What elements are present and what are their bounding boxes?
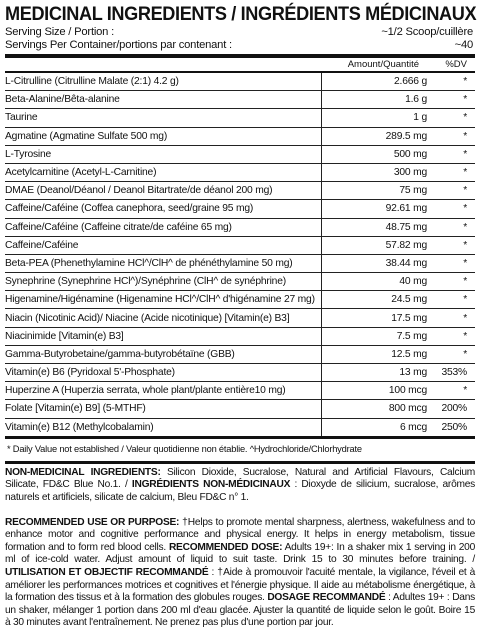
ingredient-row	[5, 419, 475, 436]
ingredient-name: Synephrine (Synephrine HCl^)/Synéphrine (ClH^ de synéphrine)	[5, 276, 286, 288]
ingredient-name: Caffeine/Caféine (Caffeine citrate/de caféine 65 mg)	[5, 221, 232, 233]
ingredient-dv: *	[463, 167, 467, 179]
ingredient-row	[5, 364, 475, 382]
ingredient-name: DMAE (Deanol/Déanol / Deanol Bitartrate/de déanol 200 mg)	[5, 185, 273, 197]
non-medicinal-text-en: Silicon Dioxide, Sucralose, Natural and Artificial Flavours, Calcium Silicate, FD&C Blue No.1. /	[5, 466, 475, 491]
servings-label: Servings Per Container/portions par contenant :	[5, 39, 232, 51]
ingredient-row	[5, 255, 475, 273]
ingredient-name: Agmatine (Agmatine Sulfate 500 mg)	[5, 130, 168, 142]
ingredient-dv: *	[463, 330, 467, 342]
ingredient-name: Caffeine/Caféine (Coffea canephora, seed/graine 95 mg)	[5, 203, 254, 215]
ingredient-name: L-Tyrosine	[5, 148, 52, 160]
ingredient-name: Taurine	[5, 112, 38, 124]
ingredient-table	[5, 71, 475, 436]
ingredient-row	[5, 291, 475, 309]
ingredient-amount: 17.5 mg	[321, 309, 431, 326]
ingredient-amount: 1 g	[321, 109, 431, 126]
ingredient-name: L-Citrulline (Citrulline Malate (2:1) 4.2 g)	[5, 76, 179, 88]
ingredient-amount: 500 mg	[321, 146, 431, 163]
ingredient-row	[5, 346, 475, 364]
ingredient-row	[5, 273, 475, 291]
ingredient-amount: 6 mcg	[321, 419, 431, 436]
ingredient-dv: *	[463, 185, 467, 197]
ingredient-row	[5, 182, 475, 200]
ingredient-row	[5, 309, 475, 327]
ingredient-amount: 100 mcg	[321, 382, 431, 399]
ingredient-row	[5, 128, 475, 146]
ingredient-amount: 7.5 mg	[321, 328, 431, 345]
ingredient-dv: *	[463, 112, 467, 124]
ingredient-name: Higenamine/Higénamine (Higenamine HCl^/ClH^ d'higénamine 27 mg)	[5, 294, 315, 306]
ingredient-dv: *	[463, 221, 467, 233]
use-text: †Helps to promote mental sharpness, alertness, wakefulness and to enhance motor and cognitive performance and physical energy. It helps in energy metabolism, tissue formation and to form red blood cells.	[5, 516, 475, 553]
use-label: RECOMMENDED USE OR PURPOSE:	[5, 516, 180, 528]
ingredient-dv: *	[463, 76, 467, 88]
ingredient-name: Vitamin(e) B6 (Pyridoxal 5'-Phosphate)	[5, 367, 175, 379]
ingredient-amount: 13 mg	[321, 364, 431, 381]
ingredient-amount: 800 mcg	[321, 400, 431, 417]
ingredient-row	[5, 400, 475, 418]
ingredient-dv: 250%	[441, 421, 467, 433]
servings-value: ~40	[454, 39, 473, 51]
ingredient-row	[5, 164, 475, 182]
ingredient-row	[5, 382, 475, 400]
ingredient-dv: *	[463, 239, 467, 251]
ingredient-amount: 12.5 mg	[321, 346, 431, 363]
ingredient-name: Acetylcarnitine (Acetyl-L-Carnitine)	[5, 167, 157, 179]
ingredient-name: Huperzine A (Huperzia serrata, whole plant/plante entière10 mg)	[5, 385, 286, 397]
serving-size-row	[5, 26, 475, 39]
ingredient-dv: *	[463, 148, 467, 160]
ingredient-name: Vitamin(e) B12 (Methylcobalamin)	[5, 421, 154, 433]
ingredient-dv: *	[463, 348, 467, 360]
dv-column-header: %DV	[445, 59, 467, 70]
ingredient-amount: 57.82 mg	[321, 237, 431, 254]
non-medicinal-label: NON-MEDICINAL INGREDIENTS:	[5, 466, 161, 478]
ingredient-row	[5, 219, 475, 237]
ingredient-amount: 92.61 mg	[321, 200, 431, 217]
use-label-fr: UTILISATION ET OBJECTIF RECOMMANDÉ	[5, 566, 209, 578]
ingredient-row	[5, 200, 475, 218]
ingredient-dv: *	[463, 276, 467, 288]
serving-size-label: Serving Size / Portion :	[5, 26, 114, 38]
column-header	[5, 58, 475, 71]
ingredient-amount: 24.5 mg	[321, 291, 431, 308]
serving-size-value: ~1/2 Scoop/cuillère	[381, 26, 473, 38]
ingredient-dv: *	[463, 385, 467, 397]
ingredient-row	[5, 109, 475, 127]
dose-label: RECOMMENDED DOSE:	[168, 541, 283, 553]
ingredient-row	[5, 328, 475, 346]
non-medicinal-label-fr: INGRÉDIENTS NON-MÉDICINAUX	[131, 479, 291, 491]
ingredient-name: Folate [Vitamin(e) B9] (5-MTHF)	[5, 403, 146, 415]
ingredient-dv: *	[463, 203, 467, 215]
non-medicinal-text-fr: : Dioxyde de silicium, sucralose, arômes naturels et artificiels, silicate de calcium, Bleu FD&C n° 1.	[5, 479, 475, 503]
ingredient-dv: *	[463, 312, 467, 324]
ingredient-dv: *	[463, 130, 467, 142]
dose-label-fr: DOSAGE RECOMMANDÉ	[267, 592, 386, 604]
ingredient-name: Niacinimide [Vitamin(e) B3]	[5, 330, 124, 342]
use-text-fr: : †Aide à promouvoir l'acuité mentale, la vigilance, l'éveil et à améliorer les performances motrices et cognitives et l'énergie physique. Il aide au métabolisme énergétique, à la formation des tissus et à la formation des globules rouges.	[5, 566, 475, 604]
ingredient-dv: 353%	[441, 367, 467, 379]
non-medicinal-ingredients	[5, 467, 475, 505]
supplement-label	[5, 2, 475, 630]
amount-column-header: Amount/Quantité	[347, 59, 419, 70]
ingredient-row	[5, 146, 475, 164]
ingredient-name: Beta-Alanine/Bêta-alanine	[5, 94, 120, 106]
ingredient-dv: *	[463, 257, 467, 269]
ingredient-row	[5, 91, 475, 109]
ingredient-dv: 200%	[441, 403, 467, 415]
ingredient-amount: 1.6 g	[321, 91, 431, 108]
ingredient-dv: *	[463, 94, 467, 106]
ingredient-amount: 300 mg	[321, 164, 431, 181]
ingredient-name: Caffeine/Caféine	[5, 239, 79, 251]
ingredient-name: Gamma-Butyrobetaine/gamma-butyrobétaïne (GBB)	[5, 348, 235, 360]
ingredient-row	[5, 237, 475, 255]
ingredient-amount: 75 mg	[321, 182, 431, 199]
ingredient-dv: *	[463, 294, 467, 306]
ingredient-amount: 2.666 g	[321, 73, 431, 90]
ingredient-amount: 38.44 mg	[321, 255, 431, 272]
dose-text: Adults 19+: In a shaker mix 1 serving in 200 ml of ice-cold water. Adjust amount of liquid to suit taste. Drink 15 to 30 minutes before training. /	[5, 541, 475, 566]
recommended-use	[5, 517, 475, 630]
servings-row	[5, 39, 475, 52]
dose-text-fr: : Adultes 19+ : Dans un shaker, mélanger 1 portion dans 200 ml d'eau glacée. Ajuster la quantité de liquide selon le goût. Boire 15 à 30 minutes avant l'entraînement. Ne prenez pas plus d'une portion par jour.	[5, 592, 475, 629]
ingredient-amount: 40 mg	[321, 273, 431, 290]
ingredient-amount: 289.5 mg	[321, 128, 431, 145]
footnote: * Daily Value not established / Valeur quotidienne non établie. ^Hydrochloride/Chlorhydrate	[7, 443, 362, 454]
ingredient-row	[5, 73, 475, 91]
ingredient-name: Niacin (Nicotinic Acid)/ Niacine (Acide nicotinique) [Vitamin(e) B3]	[5, 312, 290, 324]
ingredient-amount: 48.75 mg	[321, 219, 431, 236]
ingredient-name: Beta-PEA (Phenethylamine HCl^/ClH^ de phénéthylamine 50 mg)	[5, 257, 293, 269]
label-title: MEDICINAL INGREDIENTS / INGRÉDIENTS MÉDICINAUX	[5, 3, 477, 25]
divider	[5, 461, 475, 464]
